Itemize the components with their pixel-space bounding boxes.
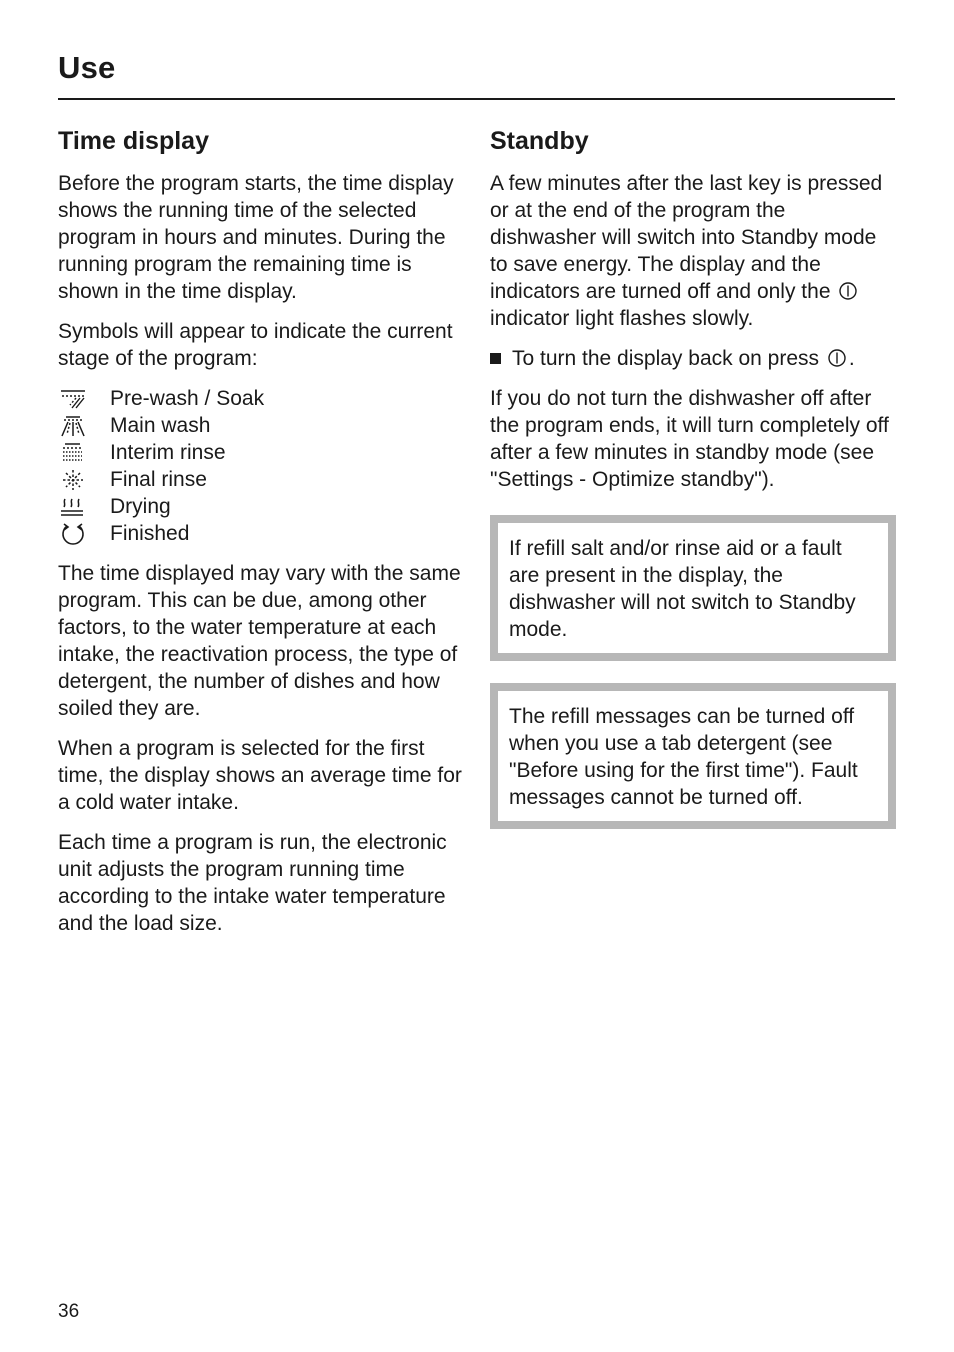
first-selection-paragraph: When a program is selected for the first time, the display shows an average time for a cold water intake.: [58, 737, 462, 814]
symbol-label: Finished: [110, 522, 190, 545]
program-stage-symbols: [58, 385, 468, 547]
time-display-heading: Time display: [58, 127, 209, 155]
standby-intro-text-end: indicator light flashes slowly.: [490, 307, 754, 330]
symbols-intro: Symbols will appear to indicate the current stage of the program:: [58, 320, 453, 370]
auto-off-paragraph: If you do not turn the dishwasher off after the program ends, it will turn completely off after a few minutes in standby mode (see "Settings - Optimize standby").: [490, 387, 889, 491]
title-divider: [58, 98, 895, 100]
finished-icon: [58, 520, 90, 547]
symbol-label: Pre-wash / Soak: [110, 387, 265, 410]
drying-icon: [58, 493, 90, 520]
note-messages-text: The refill messages can be turned off when you use a tab detergent (see "Before using for the first time"). Fault messages cannot be turned off.: [509, 705, 858, 809]
bullet-square-icon: [490, 353, 501, 364]
instruction-end: .: [848, 347, 855, 370]
standby-section: [490, 124, 896, 851]
main-wash-icon: [58, 412, 90, 439]
standby-intro-text-start: A few minutes after the last key is pressed or at the end of the program the dishwasher will switch into Standby mode to save energy. The display and the indicators are turned off and only the: [490, 172, 883, 303]
symbol-row-final-rinse: [58, 466, 468, 493]
symbol-row-drying: [58, 493, 468, 520]
symbol-row-main-wash: [58, 412, 468, 439]
standby-instruction: [490, 345, 896, 372]
symbol-label: Main wash: [110, 414, 211, 437]
symbol-label: Final rinse: [110, 468, 207, 491]
note-refill-text: If refill salt and/or rinse aid or a fault are present in the display, the dishwasher will not switch to Standby mode.: [509, 537, 856, 641]
power-icon: [827, 348, 847, 368]
page-title: Use: [58, 50, 116, 85]
symbol-row-interim-rinse: [58, 439, 468, 466]
standby-intro: [490, 170, 896, 332]
time-variation-paragraph: The time displayed may vary with the same program. This can be due, among other factors, to the water temperature at each intake, the reactivation process, the type of detergent, the number of dishes and how soiled they are.: [58, 562, 461, 720]
pre-wash-soak-icon: [58, 385, 90, 412]
adjustment-paragraph: Each time a program is run, the electronic unit adjusts the program running time according to the intake water temperature and the load size.: [58, 831, 447, 935]
symbol-label: Interim rinse: [110, 441, 226, 464]
symbol-row-pre-wash: [58, 385, 468, 412]
standby-heading: Standby: [490, 127, 589, 155]
note-box-refill: [490, 515, 896, 661]
final-rinse-icon: [58, 466, 90, 493]
page-number: 36: [58, 1301, 80, 1322]
note-box-messages: [490, 683, 896, 829]
symbol-row-finished: [58, 520, 468, 547]
instruction-text: To turn the display back on press: [512, 347, 820, 370]
time-display-section: [58, 124, 468, 950]
power-icon: [838, 281, 858, 301]
time-display-intro: Before the program starts, the time display shows the running time of the selected program in hours and minutes. During the running program the remaining time is shown in the time display.: [58, 172, 454, 303]
interim-rinse-icon: [58, 439, 90, 466]
symbol-label: Drying: [110, 495, 171, 518]
